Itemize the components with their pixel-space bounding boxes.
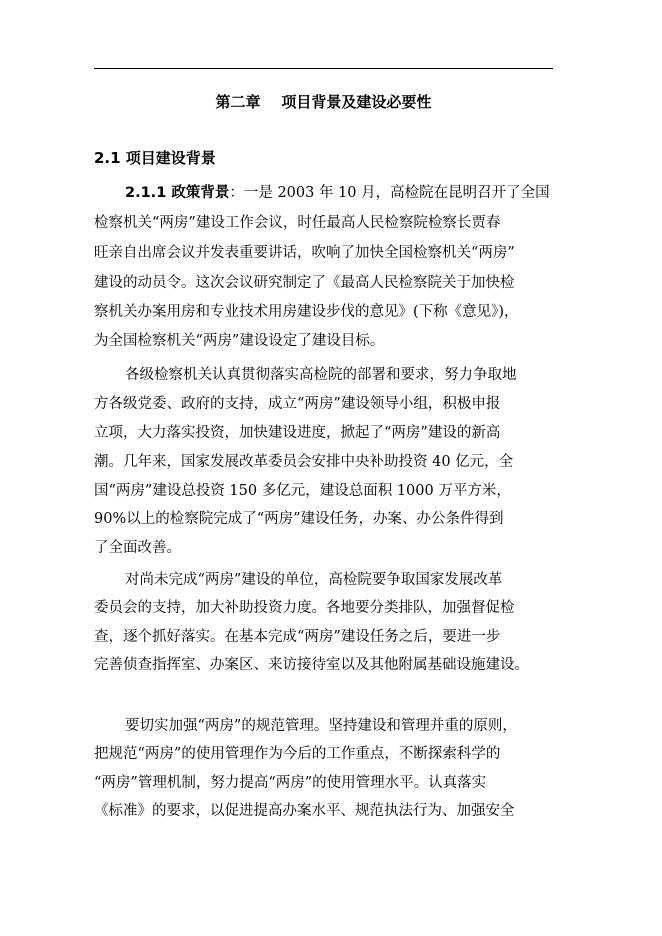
paragraph-line: 潮。几年来，国家发展改革委员会安排中央补助投资 40 亿元，全 — [94, 454, 514, 470]
header-rule — [94, 68, 553, 69]
paragraph-line: 国“两房”建设总投资 150 多亿元，建设总面积 1000 万平方米， — [94, 483, 511, 499]
paragraph-line: 建设的动员令。这次会议研究制定了《最高人民检察院关于加快检 — [94, 275, 515, 291]
paragraph-line: 旺亲自出席会议并发表重要讲话，吹响了加快全国检察机关“两房” — [94, 245, 515, 261]
paragraph-line: 《标准》的要求，以促进提高办案水平、规范执法行为、加强安全 — [94, 803, 515, 819]
paragraph-line: 完善侦查指挥室、办案区、来访接待室以及其他附属基础设施建设。 — [94, 657, 529, 673]
paragraph-line: 委员会的支持，加大补助投资力度。各地要分类排队，加强督促检 — [94, 600, 515, 616]
section-heading: 2.1 项目建设背景 — [94, 149, 216, 167]
paragraph-line: 查，逐个抓好落实。在基本完成“两房”建设任务之后，要进一步 — [94, 629, 501, 645]
paragraph-line: 要切实加强“两房”的规范管理。坚持建设和管理并重的原则， — [125, 718, 517, 734]
paragraph-line — [125, 183, 595, 203]
paragraph-line: 90%以上的检察院完成了“两房”建设任务，办案、办公条件得到 — [94, 511, 504, 527]
paragraph-line: 了全面改善。 — [94, 540, 181, 556]
paragraph-line: 为全国检察机关“两房”建设设定了建设目标。 — [94, 333, 385, 349]
paragraph-line: 对尚未完成“两房”建设的单位，高检院要争取国家发展改革 — [125, 572, 503, 588]
paragraph-line: “两房”管理机制，努力提高“两房”的使用管理水平。认真落实 — [94, 775, 487, 791]
paragraph-line: 各级检察机关认真贯彻落实高检院的部署和要求，努力争取地 — [125, 367, 517, 383]
paragraph-line: 察机关办案用房和专业技术用房建设步伐的意见》(下称《意见》)， — [94, 304, 519, 320]
paragraph-text: ：一是 2003 年 10 月，高检院在昆明召开了全国 — [229, 185, 550, 201]
paragraph-line: 检察机关“两房”建设工作会议，时任最高人民检察院检察长贾春 — [94, 215, 501, 231]
paragraph-line: 方各级党委、政府的支持，成立“两房”建设领导小组，积极申报 — [94, 396, 501, 412]
paragraph-line: 立项，大力落实投资，加快建设进度，掀起了“两房”建设的新高 — [94, 425, 501, 441]
subsection-label: 2.1.1 政策背景 — [125, 185, 230, 201]
chapter-title: 第二章 项目背景及建设必要性 — [215, 93, 432, 111]
paragraph-line: 把规范“两房”的使用管理作为今后的工作重点，不断探索科学的 — [94, 746, 501, 762]
